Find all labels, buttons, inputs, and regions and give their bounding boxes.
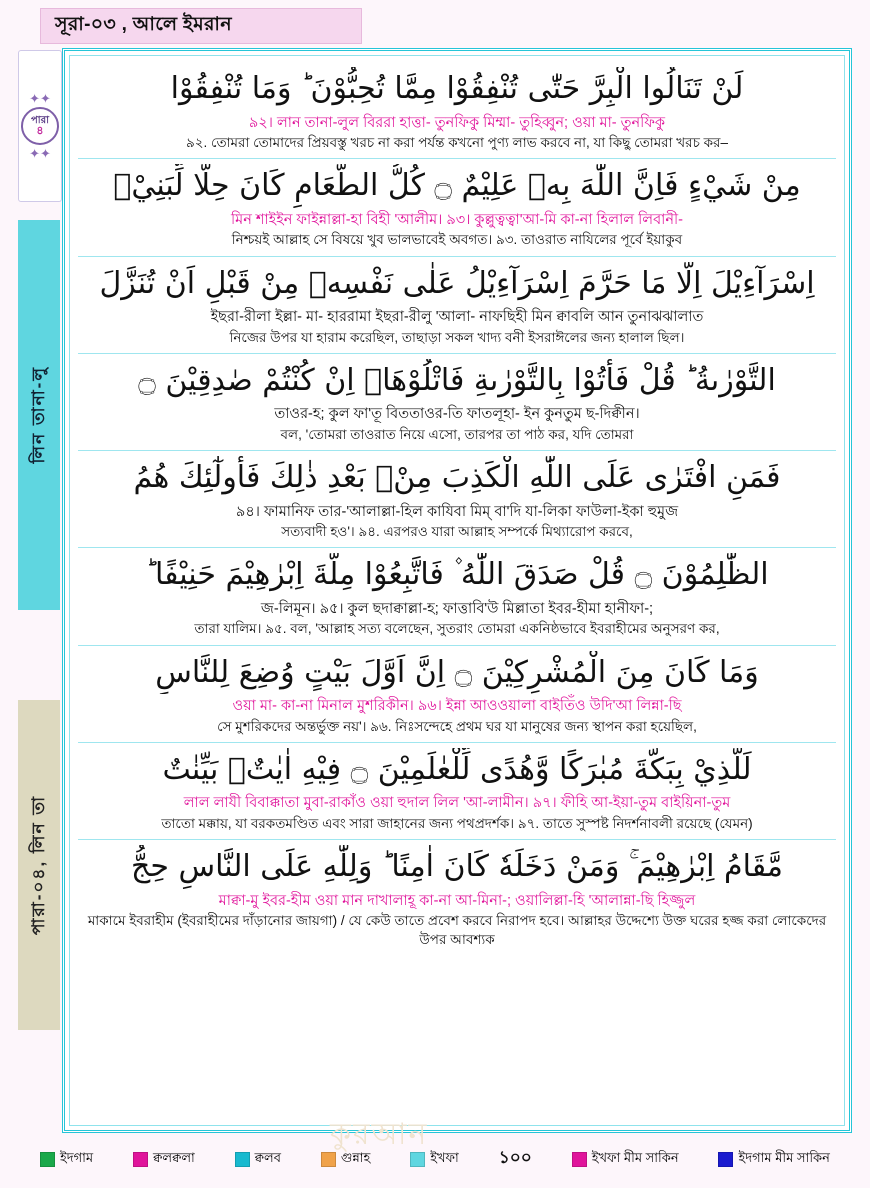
ayah-translation: সত্যবাদী হও'। ৯৪. এরপরও যারা আল্লাহ সম্পর্কে মিথ্যারোপ করবে, [281, 524, 633, 540]
quran-text-frame [62, 48, 852, 1133]
legend-item [572, 1149, 679, 1170]
ayah-translation: তারা যালিম। ৯৫. বল, 'আল্লাহ সত্য বলেছেন, সুতরাং তোমরা একনিষ্ঠভাবে ইবরাহীমের অনুসরণ কর, [194, 621, 720, 637]
ayah-transliteration: জ-লিমূন। ৯৫। কুল ছদাক্বাল্লা-হ; ফাত্তাবি'উ মিল্লাতা ইবর-হীমা হানীফা-; [260, 600, 654, 617]
ayah-translation: ৯২. তোমরা তোমাদের প্রিয়বস্তু খরচ না করা পর্যন্ত কখনো পুণ্য লাভ করবে না, যা কিছু তোমরা খরচ কর– [186, 135, 728, 151]
ayah-block [78, 451, 836, 548]
ayah-arabic: مَّقَامُ اِبْرٰهِيْمَ ۚ وَمَنْ دَخَلَهٗ كَانَ اٰمِنًا ؕ وَلِلّٰهِ عَلَى النَّاسِ حِجُّ [131, 849, 783, 885]
ayah-transliteration: ৯৪। ফামানিফ তার-'আলাল্লা-হিল কাযিবা মিম্ বা'দি যা-লিকা ফাউলা-ইকা হুমুজ [235, 503, 679, 520]
ayah-block [78, 159, 836, 256]
ayah-arabic: مِنْ شَيْءٍ فَاِنَّ اللّٰهَ بِهٖ عَلِيْمٌ ۝ كُلُّ الطَّعَامِ كَانَ حِلًّا لِّبَنِيْۤ [113, 168, 801, 204]
ayah-transliteration: ওয়া মা- কা-না মিনাল মুশরিকীন। ৯৬। ইন্না আওওয়ালা বাইতিঁও উদি'আ লিন্না-ছি [232, 698, 682, 715]
surah-header [40, 8, 362, 44]
legend-label: ক্বলব [254, 1149, 281, 1165]
legend-label: ইখফা মীম সাকিন [591, 1149, 679, 1165]
legend-swatch-ghunnah-icon [321, 1152, 336, 1167]
ayah-arabic: الظّٰلِمُوْنَ ۝ قُلْ صَدَقَ اللّٰهُ ۫ فَاتَّبِعُوْا مِلَّةَ اِبْرٰهِيْمَ حَنِيْفًا ؕ [145, 557, 769, 593]
legend-label: গুন্নাহ [340, 1149, 371, 1165]
legend-label: ক্বলক্বলা [152, 1149, 195, 1165]
legend-label: ইদগাম মীম সাকিন [738, 1149, 830, 1165]
ayah-transliteration: ইছরা-রীলা ইল্লা- মা- হাররামা ইছরা-রীলু 'আলা- নাফছিহী মিন ক্বাবলি আন তুনাঝঝালাত [210, 309, 704, 326]
ayah-translation: নিজের উপর যা হারাম করেছিল, তাছাড়া সকল খাদ্য বনী ইসরাঈলের জন্য হালাল ছিল। [229, 329, 685, 345]
tajweed-legend [40, 1146, 830, 1172]
ayah-arabic: وَمَا كَانَ مِنَ الْمُشْرِكِيْنَ ۝ اِنَّ اَوَّلَ بَيْتٍ وُضِعَ لِلنَّاسِ [155, 654, 759, 690]
ayah-arabic: فَمَنِ افْتَرٰى عَلَى اللّٰهِ الْكَذِبَ مِنْۢ بَعْدِ ذٰلِكَ فَأُولٰٓئِكَ هُمُ [133, 460, 781, 496]
ayah-block [78, 257, 836, 354]
spine-tab-bottom [18, 700, 60, 1030]
legend-swatch-idgham-icon [40, 1152, 55, 1167]
ornament-top-icon: ✦✦ [29, 91, 51, 106]
para-label: পারা [30, 114, 50, 126]
ayah-translation: মাকামে ইবরাহীম (ইবরাহীমের দাঁড়ানোর জায়গা) / যে কেউ তাতে প্রবেশ করবে নিরাপদ হবে। আল্লাহর উদ্দেশ্যে উক্ত ঘরের হজ্জ করা লোকেদের উপর আবশ্যক [87, 913, 827, 947]
ayah-arabic: اِسْرَآءِيْلَ اِلَّا مَا حَرَّمَ اِسْرَآءِيْلُ عَلٰى نَفْسِهٖ مِنْ قَبْلِ اَنْ تُنَزَّلَ [99, 265, 815, 301]
quran-text-inner [69, 55, 845, 1126]
ayah-block [78, 354, 836, 451]
ayah-transliteration: মিন শাইইন ফাইন্নাল্লা-হা বিহী 'আলীম। ৯৩। কুল্লুত্বত্বা'আ-মি কা-না হিলাল লিবানী- [231, 211, 683, 228]
legend-swatch-ikhfa-icon [410, 1152, 425, 1167]
ayah-transliteration: তাওর-হ; কুল ফা'তূ বিততাওর-তি ফাতলূহা- ইন কুনতুম ছ-দিক্বীন। [274, 406, 640, 423]
watermark: কুরআন [330, 1118, 429, 1151]
ayah-arabic: لَنْ تَنَالُوا الْبِرَّ حَتّٰى تُنْفِقُوْا مِمَّا تُحِبُّوْنَ ؕ وَمَا تُنْفِقُوْا [170, 71, 744, 106]
spine-tab-middle [18, 220, 60, 610]
ayah-transliteration: ৯২। লান তানা-লুল বিররা হাত্তা- তুনফিকু মিম্মা- তুহিব্বুন; ওয়া মা- তুনফিকু [248, 114, 666, 131]
page-number: ১০০ [498, 1148, 532, 1167]
legend-item [718, 1149, 829, 1170]
ayah-translation: নিশ্চয়ই আল্লাহ সে বিষয়ে খুব ভালভাবেই অবগত। ৯৩. তাওরাত নাযিলের পূর্বে ইয়াকুব [231, 232, 683, 248]
para-number: ৪ [36, 124, 44, 137]
ayah-arabic: لَلَّذِيْ بِبَكَّةَ مُبٰرَكًا وَّهُدًى لِّلْعٰلَمِيْنَ ۝ فِيْهِ اٰيٰتٌۢ بَيِّنٰتٌ [162, 751, 752, 787]
ayah-block [78, 743, 836, 840]
legend-swatch-idgham-meem-icon [718, 1152, 733, 1167]
page-title: সূরা-০৩ , আলে ইমরান [55, 14, 232, 35]
ornament-bottom-icon: ✦✦ [29, 146, 51, 161]
legend-swatch-qalqala-icon [133, 1152, 148, 1167]
legend-item [133, 1149, 195, 1170]
ayah-transliteration: লাল লাযী বিবাক্কাতা মুবা-রাকাঁও ওয়া হুদাল লিল 'আ-লামীন। ৯৭। ফীহি আ-ইয়া-তুম বাইয়িনা-তুম [183, 795, 731, 812]
ayah-arabic: التَّوْرٰىةُ ؕ قُلْ فَأْتُوْا بِالتَّوْرٰىةِ فَاتْلُوْهَاۤ اِنْ كُنْتُمْ صٰدِقِيْنَ ۝ [138, 362, 776, 398]
legend-item [410, 1149, 459, 1170]
legend-item [235, 1149, 281, 1170]
legend-label: ইখফা [430, 1149, 459, 1165]
legend-swatch-ikhfa-meem-icon [572, 1152, 587, 1167]
legend-swatch-qalb-icon [235, 1152, 250, 1167]
spine-middle-label: লিন তানা-লু [29, 366, 48, 464]
ayah-block [78, 62, 836, 159]
ayah-transliteration: মাক্বা-মু ইবর-হীম ওয়া মান দাখালাহূ কা-না আ-মিনা-; ওয়ালিল্লা-হি 'আলান্না-ছি হিজ্জুল [218, 892, 696, 909]
para-badge [21, 107, 59, 145]
ayah-translation: বল, 'তোমরা তাওরাত নিয়ে এসো, তারপর তা পাঠ কর, যদি তোমরা [280, 426, 634, 442]
ayah-block [78, 646, 836, 743]
left-spine [18, 50, 60, 1140]
spine-bottom-label: পারা-০৪, লিন তা [29, 794, 48, 936]
ayah-block [78, 548, 836, 645]
ayah-translation: তাতো মক্কায়, যা বরকতমণ্ডিত এবং সারা জাহানের জন্য পথপ্রদর্শক। ৯৭. তাতে সুস্পষ্ট নিদর্শনাবলী রয়েছে (যেমন) [161, 816, 753, 832]
ayah-translation: সে মুশরিকদের অন্তর্ভুক্ত নয়'। ৯৬. নিঃসন্দেহে প্রথম ঘর যা মানুষের জন্য স্থাপন করা হয়েছিল, [217, 718, 697, 734]
legend-label: ইদগাম [60, 1149, 94, 1165]
legend-item [321, 1149, 371, 1170]
para-badge-box [18, 50, 62, 202]
legend-item [40, 1149, 93, 1170]
ayah-block [78, 840, 836, 955]
